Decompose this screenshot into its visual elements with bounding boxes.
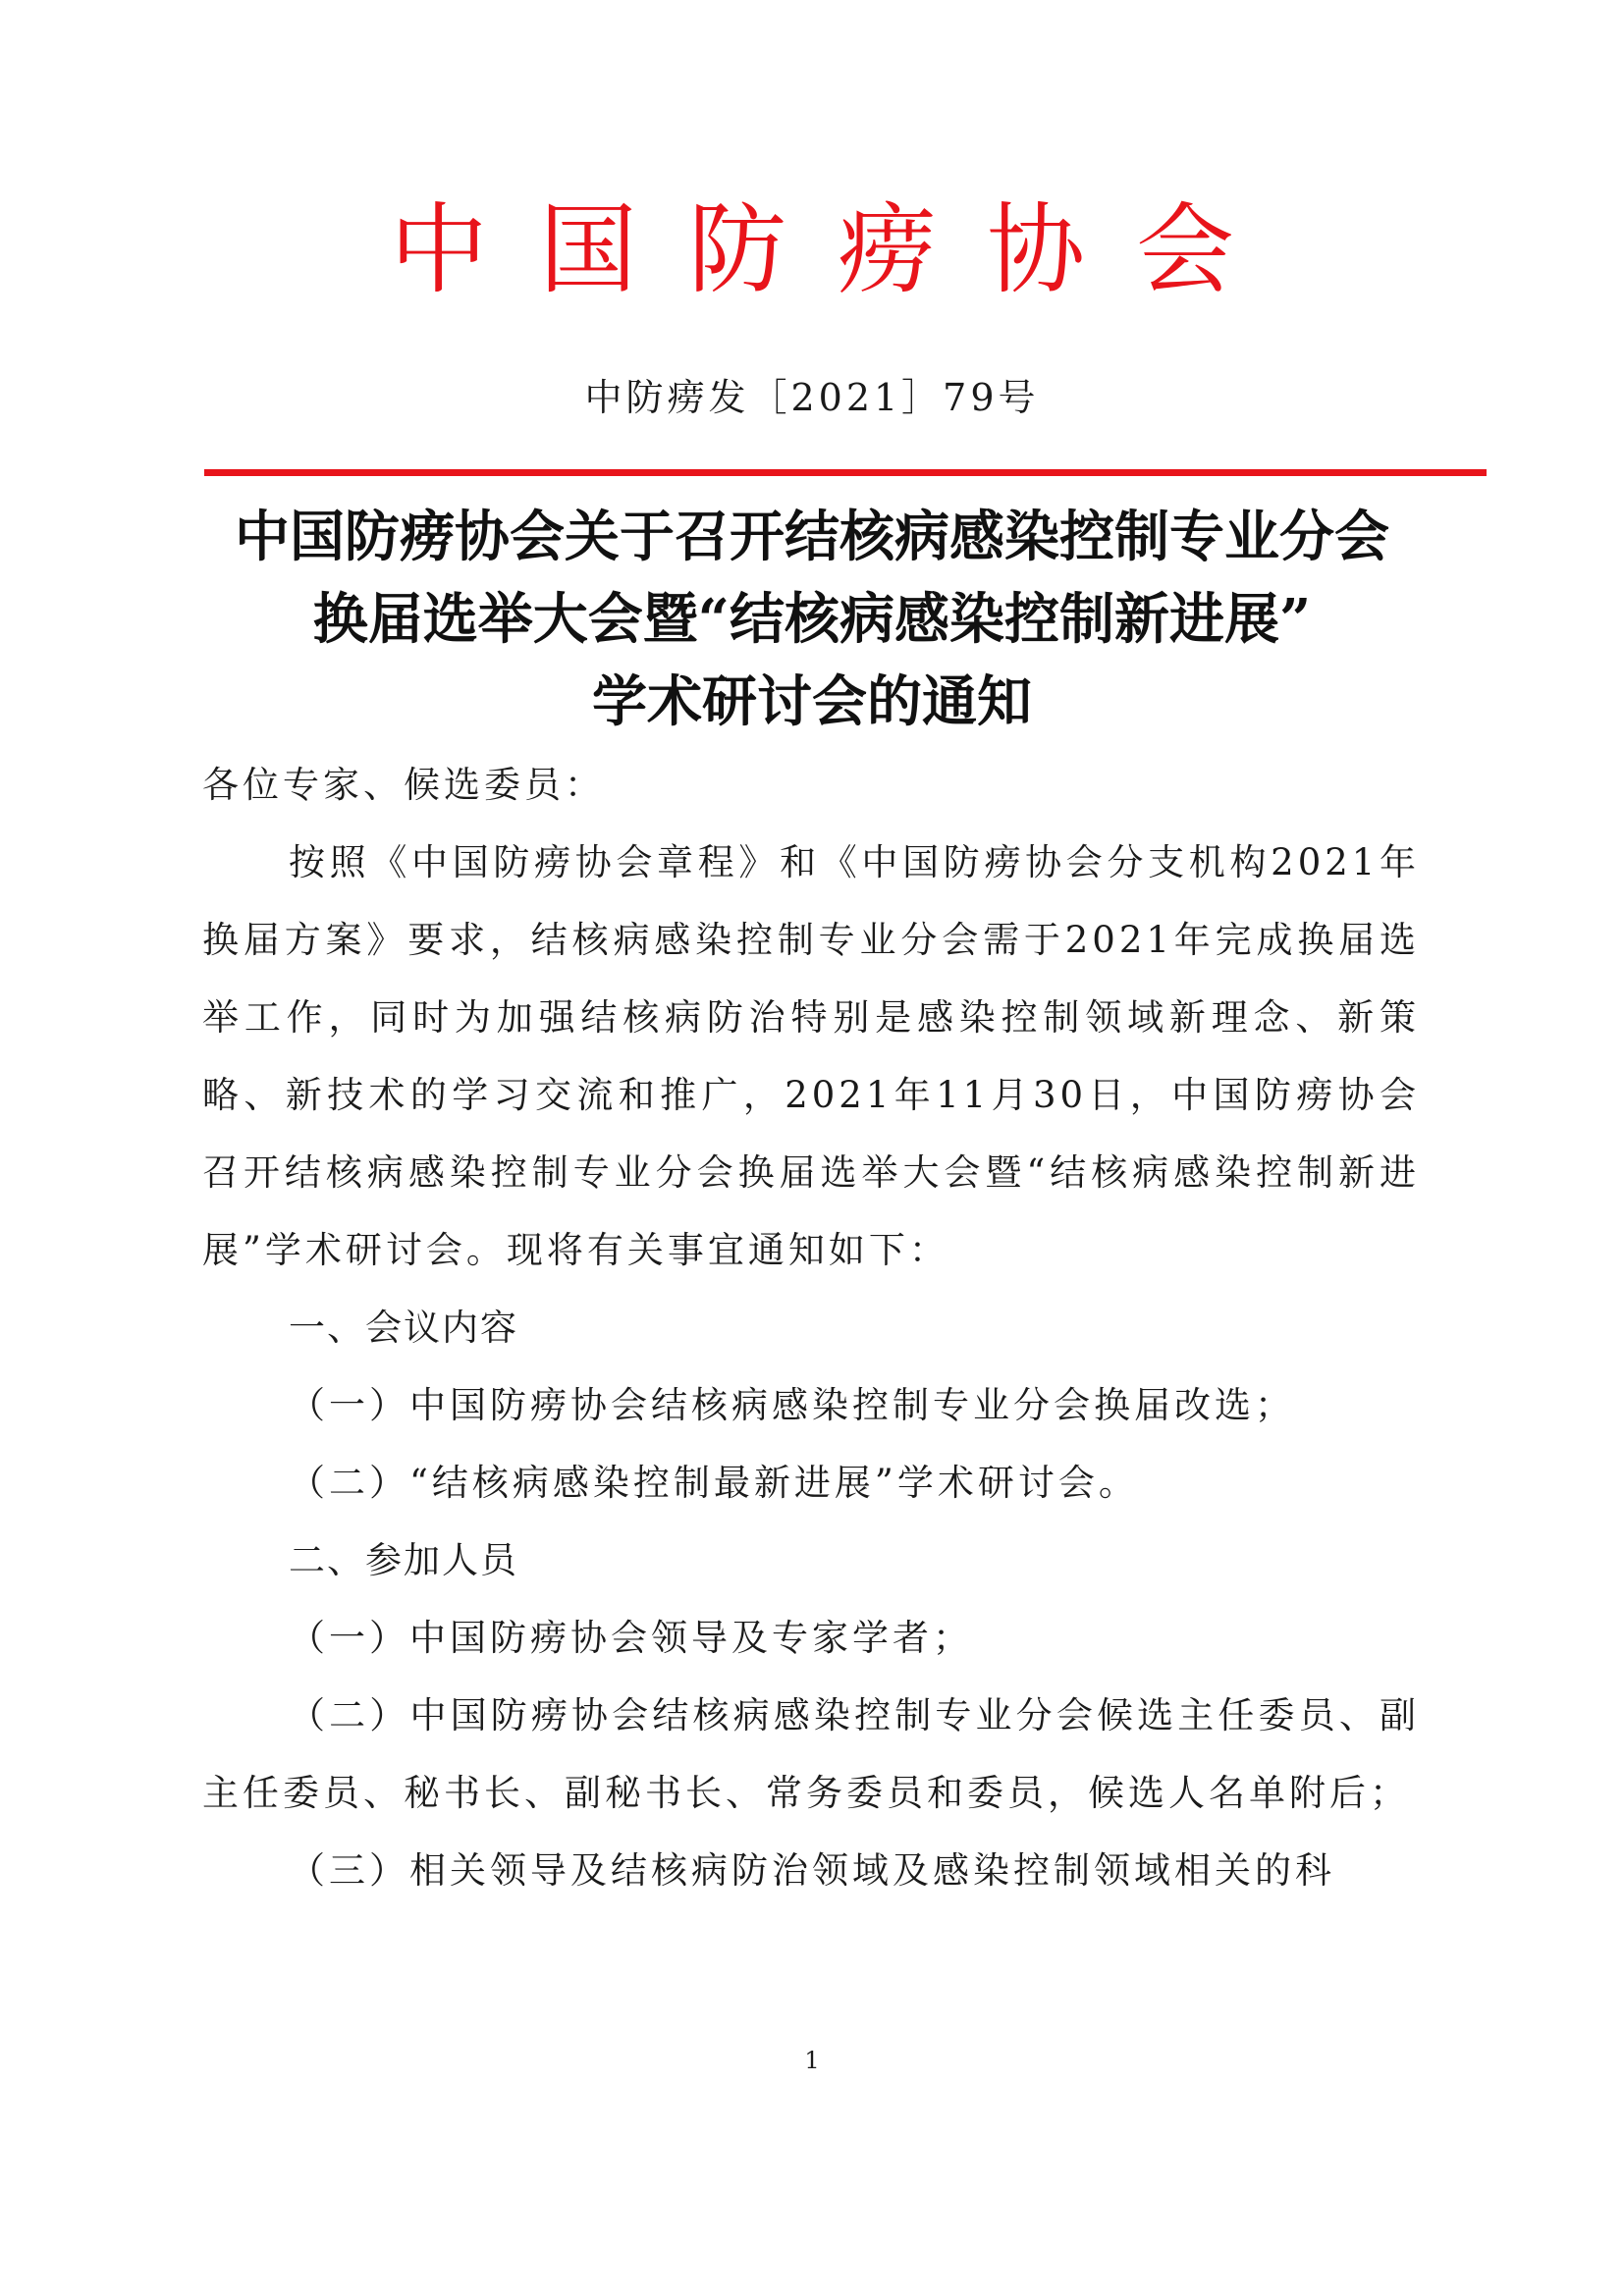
meeting-content-item-2: （二）“结核病感染控制最新进展”学术研讨会。 [289,1462,1139,1504]
intro-paragraph: 按照《中国防痨协会章程》和《中国防痨协会分支机构2021年换届方案》要求，结核病感染控制专业分会需于2021年完成换届选举工作，同时为加强结核病防治特别是感染控制领域新理念、新策略、新技术的学习交流和推广，2021年11月30日，中国防痨协会召开结核病感染控制专业分会换届选举大会暨“结核病感染控制新进展”学术研讨会。现将有关事宜通知如下： [202,841,1420,1271]
title-line-2: 换届选举大会暨“结核病感染控制新进展” [312,587,1312,652]
participants-item-2: （二）中国防痨协会结核病感染控制专业分会候选主任委员、副主任委员、秘书长、副秘书长、常务委员和委员，候选人名单附后； [202,1694,1420,1814]
document-number: 中防痨发［2021］79号 [584,376,1040,419]
salutation: 各位专家、候选委员： [202,764,605,806]
letterhead: 中国防痨协会 [390,192,1285,307]
title-line-1: 中国防痨协会关于召开结核病感染控制专业分会 [235,505,1389,569]
page-number: 1 [804,2047,820,2074]
document-body [202,746,1420,1909]
meeting-content-item-1: （一）中国防痨协会结核病感染控制专业分会换届改选； [289,1384,1295,1426]
document-title [147,496,1477,743]
title-line-3: 学术研讨会的通知 [592,669,1032,734]
participants-item-3: （三）相关领导及结核病防治领域及感染控制领域相关的科 [289,1849,1335,1892]
section-heading-meeting-content: 一、会议内容 [289,1307,518,1349]
section-heading-participants: 二、参加人员 [289,1539,518,1581]
participants-item-1: （一）中国防痨协会领导及专家学者； [289,1617,973,1659]
red-divider [204,469,1487,476]
